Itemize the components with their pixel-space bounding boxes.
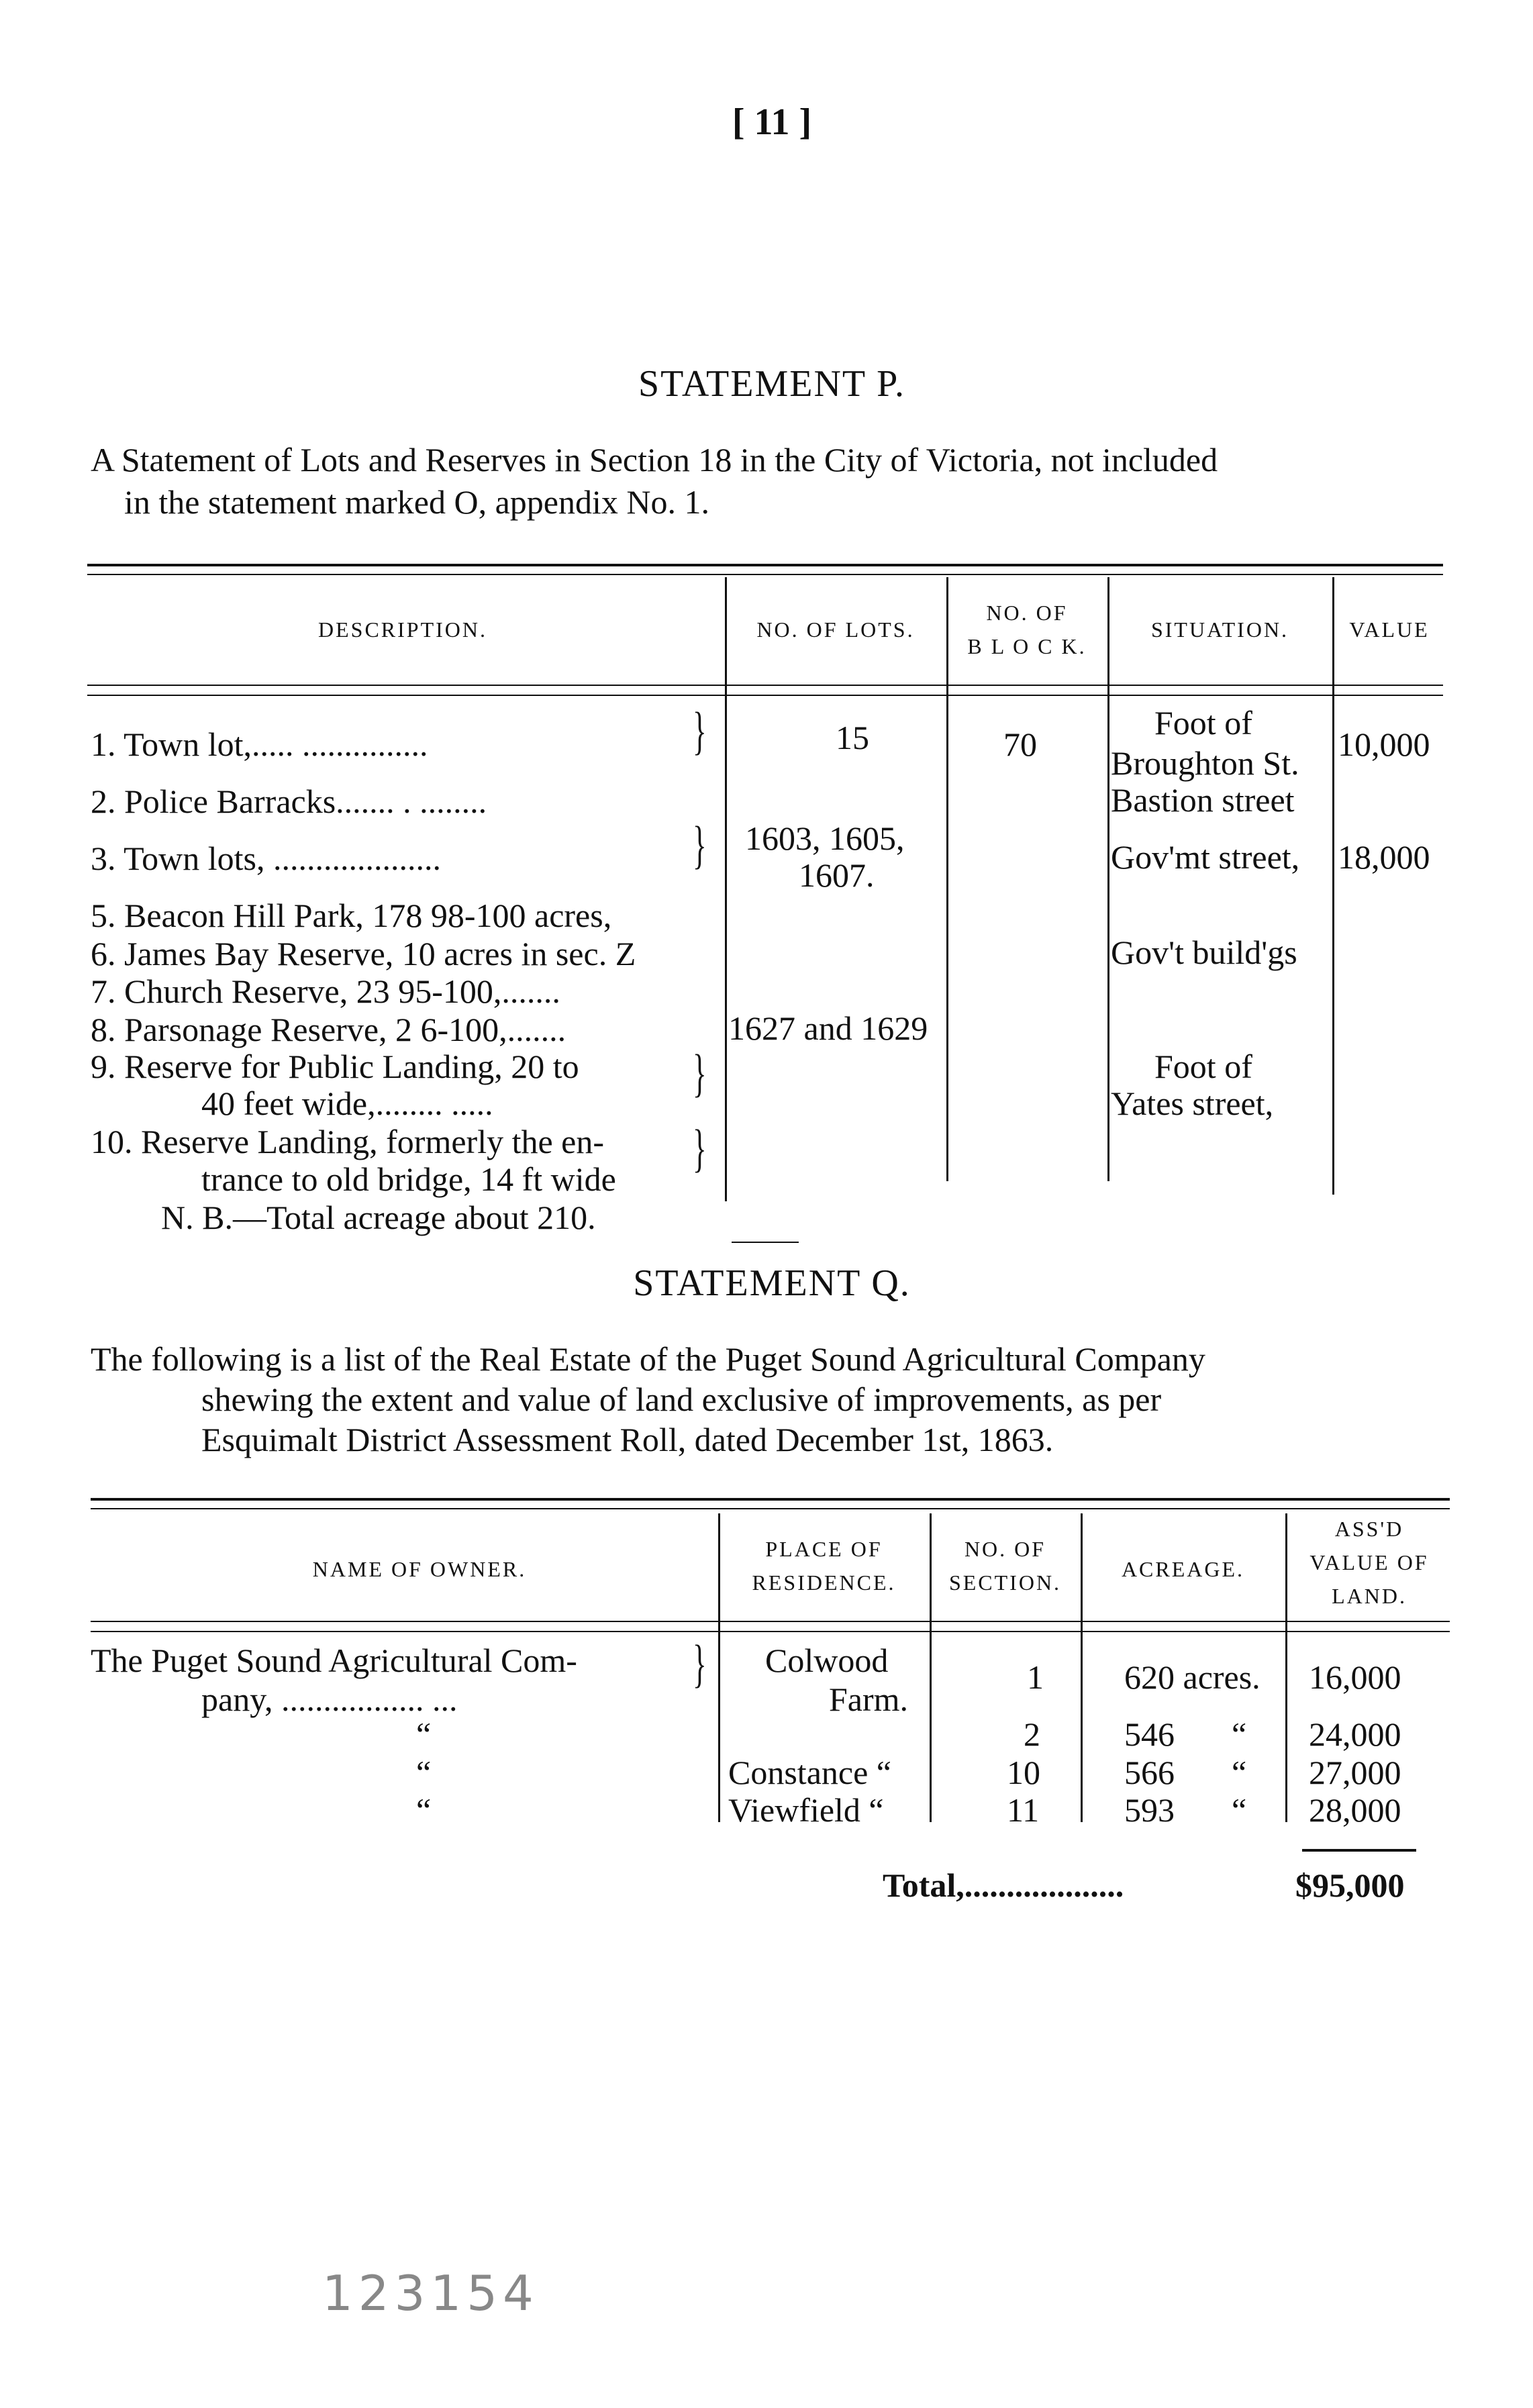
residence-row-3: Constance “ xyxy=(728,1754,891,1791)
residence-row-1-line2: Farm. xyxy=(829,1680,909,1718)
header-value-line3: LAND. xyxy=(1332,1584,1407,1608)
total-value: $95,000 xyxy=(1295,1866,1405,1904)
header-value-line2: VALUE OF xyxy=(1309,1550,1429,1574)
statement-p-note: N. B.—Total acreage about 210. xyxy=(161,1199,596,1236)
owner-row-3: “ xyxy=(416,1754,432,1791)
table-q-header-rule-2 xyxy=(91,1631,1450,1632)
row-8-lots: 1627 and 1629 xyxy=(728,1009,928,1047)
section-row-3: 10 xyxy=(1007,1754,1040,1791)
table-p-col-divider-3 xyxy=(1107,577,1109,1181)
statement-q-heading: STATEMENT Q. xyxy=(633,1262,911,1304)
stamp-number: 123154 xyxy=(322,2265,539,2321)
total-rule xyxy=(1302,1849,1416,1852)
header-acreage: ACREAGE. xyxy=(1121,1557,1245,1581)
table-p-header-rule-2 xyxy=(87,695,1443,696)
value-row-2: 24,000 xyxy=(1309,1715,1401,1753)
table-p-top-rule-2 xyxy=(87,574,1443,575)
row-3-lots-line2: 1607. xyxy=(799,856,875,894)
acreage-row-1: 620 acres. xyxy=(1124,1658,1260,1696)
header-value-line1: ASS'D xyxy=(1334,1517,1404,1541)
table-p-top-rule xyxy=(87,564,1443,566)
statement-q-intro-line3: Esquimalt District Assessment Roll, dated December 1st, 1863. xyxy=(201,1421,1054,1458)
acreage-ditto-row-4: “ xyxy=(1232,1791,1247,1829)
statement-q-intro-line1: The following is a list of the Real Estate of the Puget Sound Agricultural Company xyxy=(91,1340,1205,1378)
section-separator xyxy=(732,1242,799,1243)
acreage-ditto-row-2: “ xyxy=(1232,1715,1247,1753)
row-6-description: 6. James Bay Reserve, 10 acres in sec. Z xyxy=(91,935,636,972)
row-3-value: 18,000 xyxy=(1338,838,1430,876)
row-9-situation-line2: Yates street, xyxy=(1111,1085,1274,1122)
header-value: VALUE xyxy=(1349,617,1430,642)
row-1-description: 1. Town lot,..... ............... xyxy=(91,725,428,763)
section-row-2: 2 xyxy=(1024,1715,1040,1753)
table-q-col-divider-1 xyxy=(718,1513,720,1822)
residence-row-4: Viewfield “ xyxy=(728,1791,884,1829)
row-10-description-line2: trance to old bridge, 14 ft wide xyxy=(201,1160,616,1198)
table-q-top-rule-2 xyxy=(91,1508,1450,1509)
brace-row-9: } xyxy=(693,1044,707,1102)
statement-p-heading: STATEMENT P. xyxy=(638,363,906,405)
row-2-description: 2. Police Barracks....... . ........ xyxy=(91,783,487,820)
row-2-situation: Bastion street xyxy=(1111,781,1295,819)
row-1-value: 10,000 xyxy=(1338,725,1430,763)
statement-q-intro-line2: shewing the extent and value of land exclusive of improvements, as per xyxy=(201,1381,1162,1418)
row-8-description: 8. Parsonage Reserve, 2 6-100,....... xyxy=(91,1011,566,1048)
table-p-col-divider-1 xyxy=(725,577,727,1201)
row-3-description: 3. Town lots, .................... xyxy=(91,840,441,877)
table-q-top-rule xyxy=(91,1498,1450,1501)
row-9-situation-line1: Foot of xyxy=(1154,1048,1252,1085)
owner-row-1-line2: pany, ................. ... xyxy=(201,1680,458,1718)
header-block-line2: B L O C K. xyxy=(967,634,1087,658)
value-row-4: 28,000 xyxy=(1309,1791,1401,1829)
table-q-col-divider-2 xyxy=(930,1513,932,1822)
row-9-description-line1: 9. Reserve for Public Landing, 20 to xyxy=(91,1048,579,1085)
statement-p-intro-line1: A Statement of Lots and Reserves in Section 18 in the City of Victoria, not included xyxy=(91,441,1218,479)
brace-row-10: } xyxy=(693,1119,707,1177)
row-1-situation-line2: Broughton St. xyxy=(1111,744,1299,782)
header-situation: SITUATION. xyxy=(1150,617,1289,642)
owner-row-4: “ xyxy=(416,1791,432,1829)
acreage-row-2: 546 xyxy=(1124,1715,1175,1753)
acreage-row-3: 566 xyxy=(1124,1754,1175,1791)
header-block-line1: NO. OF xyxy=(986,601,1068,625)
owner-row-2: “ xyxy=(416,1715,432,1753)
row-7-description: 7. Church Reserve, 23 95-100,....... xyxy=(91,972,560,1010)
acreage-row-4: 593 xyxy=(1124,1791,1175,1829)
row-3-lots-line1: 1603, 1605, xyxy=(745,819,905,857)
row-1-situation-line1: Foot of xyxy=(1154,704,1252,742)
row-3-situation: Gov'mt street, xyxy=(1111,838,1300,876)
header-residence-line1: PLACE OF xyxy=(765,1537,883,1561)
table-p-col-divider-2 xyxy=(946,577,948,1181)
table-q-col-divider-3 xyxy=(1081,1513,1083,1822)
row-9-description-line2: 40 feet wide,........ ..... xyxy=(201,1085,493,1122)
page-number: [ 11 ] xyxy=(732,101,812,143)
statement-p-intro-line2: in the statement marked O, appendix No. 1. xyxy=(124,483,709,521)
row-5-description: 5. Beacon Hill Park, 178 98-100 acres, xyxy=(91,897,612,934)
header-section-line1: NO. OF xyxy=(964,1537,1046,1561)
acreage-ditto-row-3: “ xyxy=(1232,1754,1247,1791)
value-row-3: 27,000 xyxy=(1309,1754,1401,1791)
header-lots: NO. OF LOTS. xyxy=(756,617,915,642)
table-q-header-rule xyxy=(91,1621,1450,1622)
brace-owner-row-1: } xyxy=(693,1634,707,1693)
header-owner: NAME OF OWNER. xyxy=(312,1557,527,1581)
section-row-1: 1 xyxy=(1027,1658,1044,1696)
row-1-block: 70 xyxy=(1003,725,1037,763)
total-label: Total,................... xyxy=(883,1866,1124,1904)
table-p-header-rule xyxy=(87,685,1443,686)
table-p-col-divider-4 xyxy=(1332,577,1334,1195)
section-row-4: 11 xyxy=(1007,1791,1040,1829)
brace-row-3: } xyxy=(693,815,707,874)
header-section-line2: SECTION. xyxy=(948,1570,1062,1595)
value-row-1: 16,000 xyxy=(1309,1658,1401,1696)
header-residence-line2: RESIDENCE. xyxy=(752,1570,896,1595)
row-6-situation: Gov't build'gs xyxy=(1111,934,1297,971)
residence-row-1-line1: Colwood xyxy=(765,1642,889,1679)
brace-row-1: } xyxy=(693,701,707,760)
table-q-col-divider-4 xyxy=(1285,1513,1287,1822)
owner-row-1-line1: The Puget Sound Agricultural Com- xyxy=(91,1642,577,1679)
row-10-description-line1: 10. Reserve Landing, formerly the en- xyxy=(91,1123,605,1160)
header-description: DESCRIPTION. xyxy=(317,617,487,642)
row-1-lots: 15 xyxy=(836,719,869,756)
